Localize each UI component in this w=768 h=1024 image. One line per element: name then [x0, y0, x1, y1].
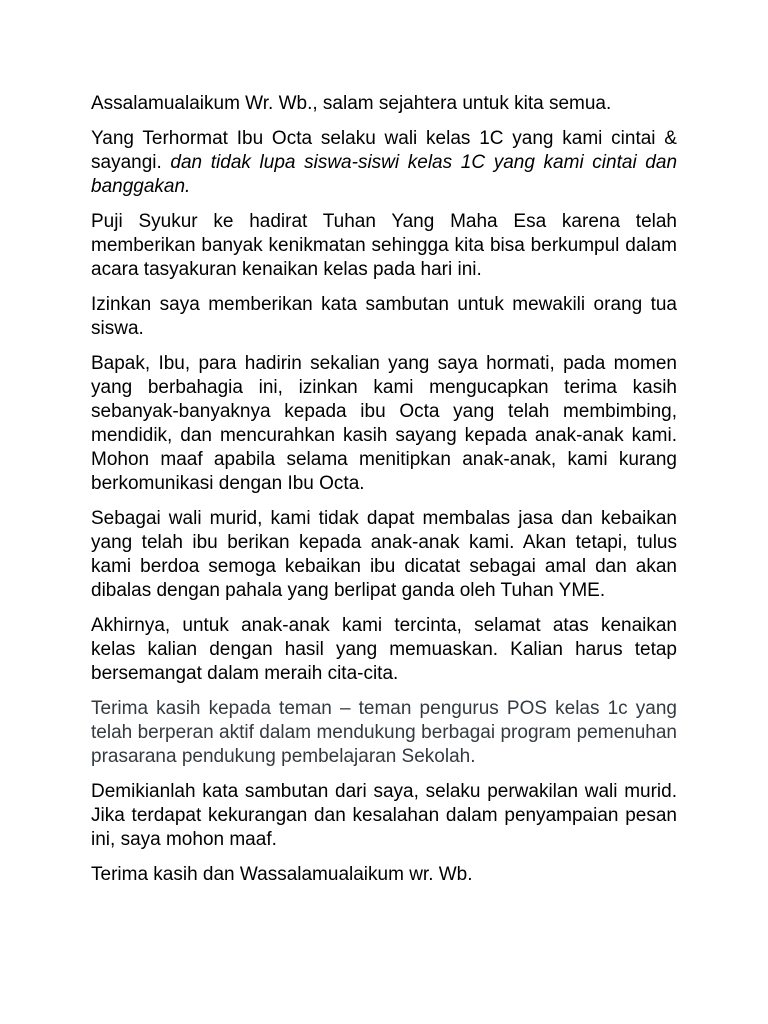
parents-prayer-paragraph: Sebagai wali murid, kami tidak dapat membalas jasa dan kebaikan yang telah ibu berikan kepada anak-anak kami. Akan tetapi, tulus kami berdoa semoga kebaikan ibu dicatat sebagai amal dan akan dibalas dengan pahala yang berlipat ganda oleh Tuhan YME.: [91, 508, 677, 601]
salutation-text: Yang Terhormat Ibu Octa selaku wali kelas 1C yang kami cintai & sayangi.: [91, 128, 677, 173]
thanks-teacher-paragraph: Bapak, Ibu, para hadirin sekalian yang saya hormati, pada momen yang berbahagia ini, izinkan kami mengucapkan terima kasih sebanyak-banyaknya kepada ibu Octa yang telah membimbing, mendidik, dan mencurahkan kasih sayang kepada anak-anak kami. Mohon maaf apabila selama menitipkan anak-anak, kami kurang berkomunikasi dengan Ibu Octa.: [91, 353, 677, 494]
greeting-paragraph: Assalamualaikum Wr. Wb., salam sejahtera untuk kita semua.: [91, 93, 612, 114]
salutation-paragraph: [91, 127, 677, 199]
intro-paragraph: Izinkan saya memberikan kata sambutan untuk mewakili orang tua siswa.: [91, 294, 677, 339]
salutation-italic-text: dan tidak lupa siswa-siswi kelas 1C yang kami cintai dan banggakan.: [91, 152, 678, 197]
document-page: [91, 92, 677, 898]
closing-apology-paragraph: Demikianlah kata sambutan dari saya, selaku perwakilan wali murid. Jika terdapat kekurangan dan kesalahan dalam penyampaian pesan ini, saya mohon maaf.: [91, 781, 677, 850]
gratitude-paragraph: Puji Syukur ke hadirat Tuhan Yang Maha Esa karena telah memberikan banyak kenikmatan sehingga kita bisa berkumpul dalam acara tasyakuran kenaikan kelas pada hari ini.: [91, 211, 677, 280]
students-message-paragraph: Akhirnya, untuk anak-anak kami tercinta, selamat atas kenaikan kelas kalian dengan hasil yang memuaskan. Kalian harus tetap bersemangat dalam meraih cita-cita.: [91, 615, 677, 684]
farewell-paragraph: Terima kasih dan Wassalamualaikum wr. Wb.: [91, 864, 473, 885]
committee-thanks-paragraph: Terima kasih kepada teman – teman pengurus POS kelas 1c yang telah berperan aktif dalam mendukung berbagai program pemenuhan prasarana pendukung pembelajaran Sekolah.: [91, 698, 677, 767]
